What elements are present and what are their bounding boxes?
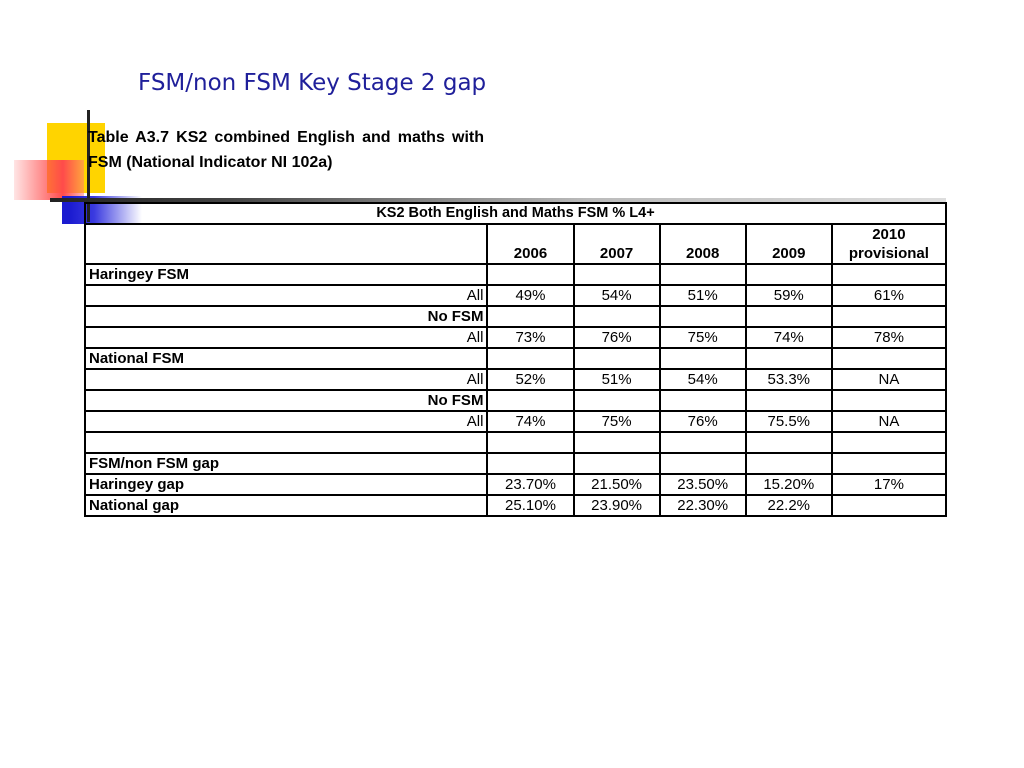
gap-value: 22.30% <box>660 495 746 516</box>
row-label: Haringey FSM <box>85 264 487 285</box>
row-value: 75% <box>574 411 660 432</box>
row-value <box>746 348 832 369</box>
row-value: 59% <box>746 285 832 306</box>
row-value: 49% <box>487 285 573 306</box>
year-2008: 2008 <box>660 224 746 264</box>
row-value <box>574 453 660 474</box>
gap-value: 21.50% <box>574 474 660 495</box>
row-label: No FSM <box>85 306 487 327</box>
row-value: 74% <box>487 411 573 432</box>
table-row <box>85 348 946 369</box>
row-label: All <box>85 369 487 390</box>
row-value <box>660 432 746 453</box>
row-value <box>832 453 946 474</box>
row-label: All <box>85 411 487 432</box>
row-value <box>832 348 946 369</box>
row-value: 51% <box>574 369 660 390</box>
row-value <box>746 306 832 327</box>
row-label: All <box>85 327 487 348</box>
row-value <box>832 432 946 453</box>
gap-value: 15.20% <box>746 474 832 495</box>
row-value <box>832 390 946 411</box>
row-label <box>85 432 487 453</box>
row-value: 75.5% <box>746 411 832 432</box>
row-label: All <box>85 285 487 306</box>
table-row <box>85 411 946 432</box>
row-value <box>487 432 573 453</box>
row-value: 74% <box>746 327 832 348</box>
row-value: NA <box>832 369 946 390</box>
table-row <box>85 390 946 411</box>
row-value: 75% <box>660 327 746 348</box>
provisional-label: provisional <box>848 245 929 262</box>
row-value <box>487 390 573 411</box>
table-row <box>85 306 946 327</box>
row-value: 52% <box>487 369 573 390</box>
row-value <box>746 390 832 411</box>
row-value <box>487 453 573 474</box>
table-row <box>85 285 946 306</box>
table-row <box>85 453 946 474</box>
row-value <box>660 348 746 369</box>
gap-value: 23.70% <box>487 474 573 495</box>
year-2010-provisional <box>832 224 946 264</box>
gap-label: Haringey gap <box>85 474 487 495</box>
row-label: FSM/non FSM gap <box>85 453 487 474</box>
row-value: 54% <box>574 285 660 306</box>
row-value <box>832 306 946 327</box>
gap-value: 23.90% <box>574 495 660 516</box>
table-header: KS2 Both English and Maths FSM % L4+ <box>85 203 946 224</box>
slide-title: FSM/non FSM Key Stage 2 gap <box>138 70 487 96</box>
year-2010: 2010 <box>872 226 906 243</box>
row-label: No FSM <box>85 390 487 411</box>
row-value <box>574 390 660 411</box>
table-row <box>85 369 946 390</box>
row-value <box>574 306 660 327</box>
row-value <box>574 348 660 369</box>
row-value: 53.3% <box>746 369 832 390</box>
table-header-row <box>85 203 946 224</box>
row-value: 73% <box>487 327 573 348</box>
row-label: National FSM <box>85 348 487 369</box>
row-value <box>487 348 573 369</box>
row-value <box>660 306 746 327</box>
table-caption: Table A3.7 KS2 combined English and maths with FSM (National Indicator NI 102a) <box>88 129 484 171</box>
year-2006: 2006 <box>487 224 573 264</box>
gap-value: 22.2% <box>746 495 832 516</box>
gap-value: 23.50% <box>660 474 746 495</box>
row-value <box>574 264 660 285</box>
row-value: 54% <box>660 369 746 390</box>
row-value <box>660 390 746 411</box>
fsm-data-table <box>84 202 947 517</box>
row-value <box>574 432 660 453</box>
gap-label: National gap <box>85 495 487 516</box>
row-value: 51% <box>660 285 746 306</box>
table-row <box>85 432 946 453</box>
row-value: NA <box>832 411 946 432</box>
gap-row <box>85 495 946 516</box>
row-value: 78% <box>832 327 946 348</box>
table-row <box>85 264 946 285</box>
year-header-row <box>85 224 946 264</box>
row-value: 76% <box>574 327 660 348</box>
row-value <box>660 453 746 474</box>
year-2009: 2009 <box>746 224 832 264</box>
gap-value <box>832 495 946 516</box>
row-value <box>746 453 832 474</box>
row-value <box>660 264 746 285</box>
year-header-blank <box>85 224 487 264</box>
row-value <box>746 432 832 453</box>
row-value: 76% <box>660 411 746 432</box>
row-value: 61% <box>832 285 946 306</box>
gap-value: 17% <box>832 474 946 495</box>
row-value <box>487 306 573 327</box>
row-value <box>746 264 832 285</box>
gap-row <box>85 474 946 495</box>
row-value <box>487 264 573 285</box>
row-value <box>832 264 946 285</box>
decorative-red-block <box>14 160 84 200</box>
gap-value: 25.10% <box>487 495 573 516</box>
year-2007: 2007 <box>574 224 660 264</box>
table-row <box>85 327 946 348</box>
